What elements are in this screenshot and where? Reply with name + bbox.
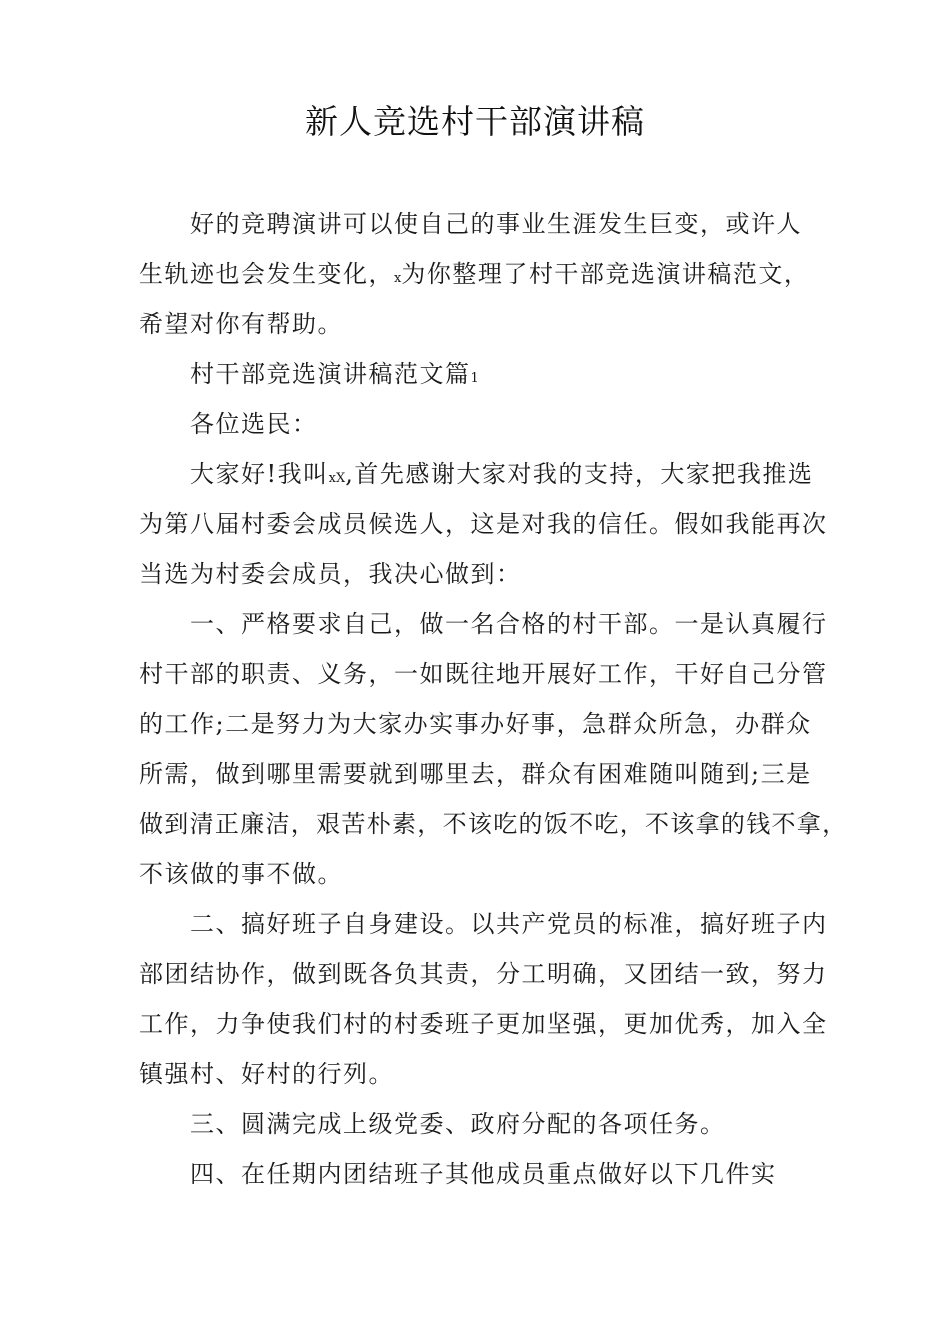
paragraph-line: 所需，做到哪里需要就到哪里去，群众有困难随叫随到;三是: [139, 760, 812, 788]
paragraph-line: [139, 258, 809, 295]
paragraph-line: 三、圆满完成上级党委、政府分配的各项任务。: [190, 1110, 726, 1138]
section-heading: [190, 358, 479, 395]
text-fragment: 生轨迹也会发生变化，: [139, 260, 394, 288]
text-fragment: 大家好!我叫: [190, 460, 329, 488]
paragraph-line: [190, 458, 813, 495]
salutation: 各位选民：: [190, 410, 318, 438]
paragraph-line: 村干部的职责、义务，一如既往地开展好工作，干好自己分管: [139, 660, 828, 688]
piece-number: 1: [470, 371, 479, 386]
text-fragment: ,首先感谢大家对我的支持，大家把我推选: [345, 460, 814, 488]
paragraph-line: 二、搞好班子自身建设。以共产党员的标准，搞好班子内: [190, 910, 828, 938]
paragraph-line: 当选为村委会成员，我决心做到：: [139, 560, 522, 588]
paragraph-line: 好的竞聘演讲可以使自己的事业生涯发生巨变，或许人: [190, 210, 802, 238]
paragraph-line: 的工作;二是努力为大家办实事办好事，急群众所急，办群众: [139, 710, 812, 738]
paragraph-line: 不该做的事不做。: [139, 860, 343, 888]
paragraph-line: 镇强村、好村的行列。: [139, 1060, 394, 1088]
paragraph-line: 做到清正廉洁，艰苦朴素，不该吃的饭不吃，不该拿的钱不拿，: [139, 810, 848, 838]
paragraph-line: 四、在任期内团结班子其他成员重点做好以下几件实: [190, 1160, 777, 1188]
text-fragment: 为你整理了村干部竞选演讲稿范文，: [401, 260, 810, 288]
paragraph-line: 为第八届村委会成员候选人，这是对我的信任。假如我能再次: [139, 510, 828, 538]
name-placeholder: xX: [328, 471, 346, 486]
x-placeholder: x: [394, 271, 402, 286]
text-fragment: 村干部竞选演讲稿范文篇: [190, 360, 471, 388]
paragraph-line: 部团结协作，做到既各负其责，分工明确，又团结一致，努力: [139, 960, 828, 988]
paragraph-line: 一、严格要求自己，做一名合格的村干部。一是认真履行: [190, 610, 828, 638]
document-title: 新人竞选村干部演讲稿: [305, 102, 645, 141]
paragraph-line: 希望对你有帮助。: [139, 310, 343, 338]
paragraph-line: 工作，力争使我们村的村委班子更加坚强，更加优秀，加入全: [139, 1010, 828, 1038]
